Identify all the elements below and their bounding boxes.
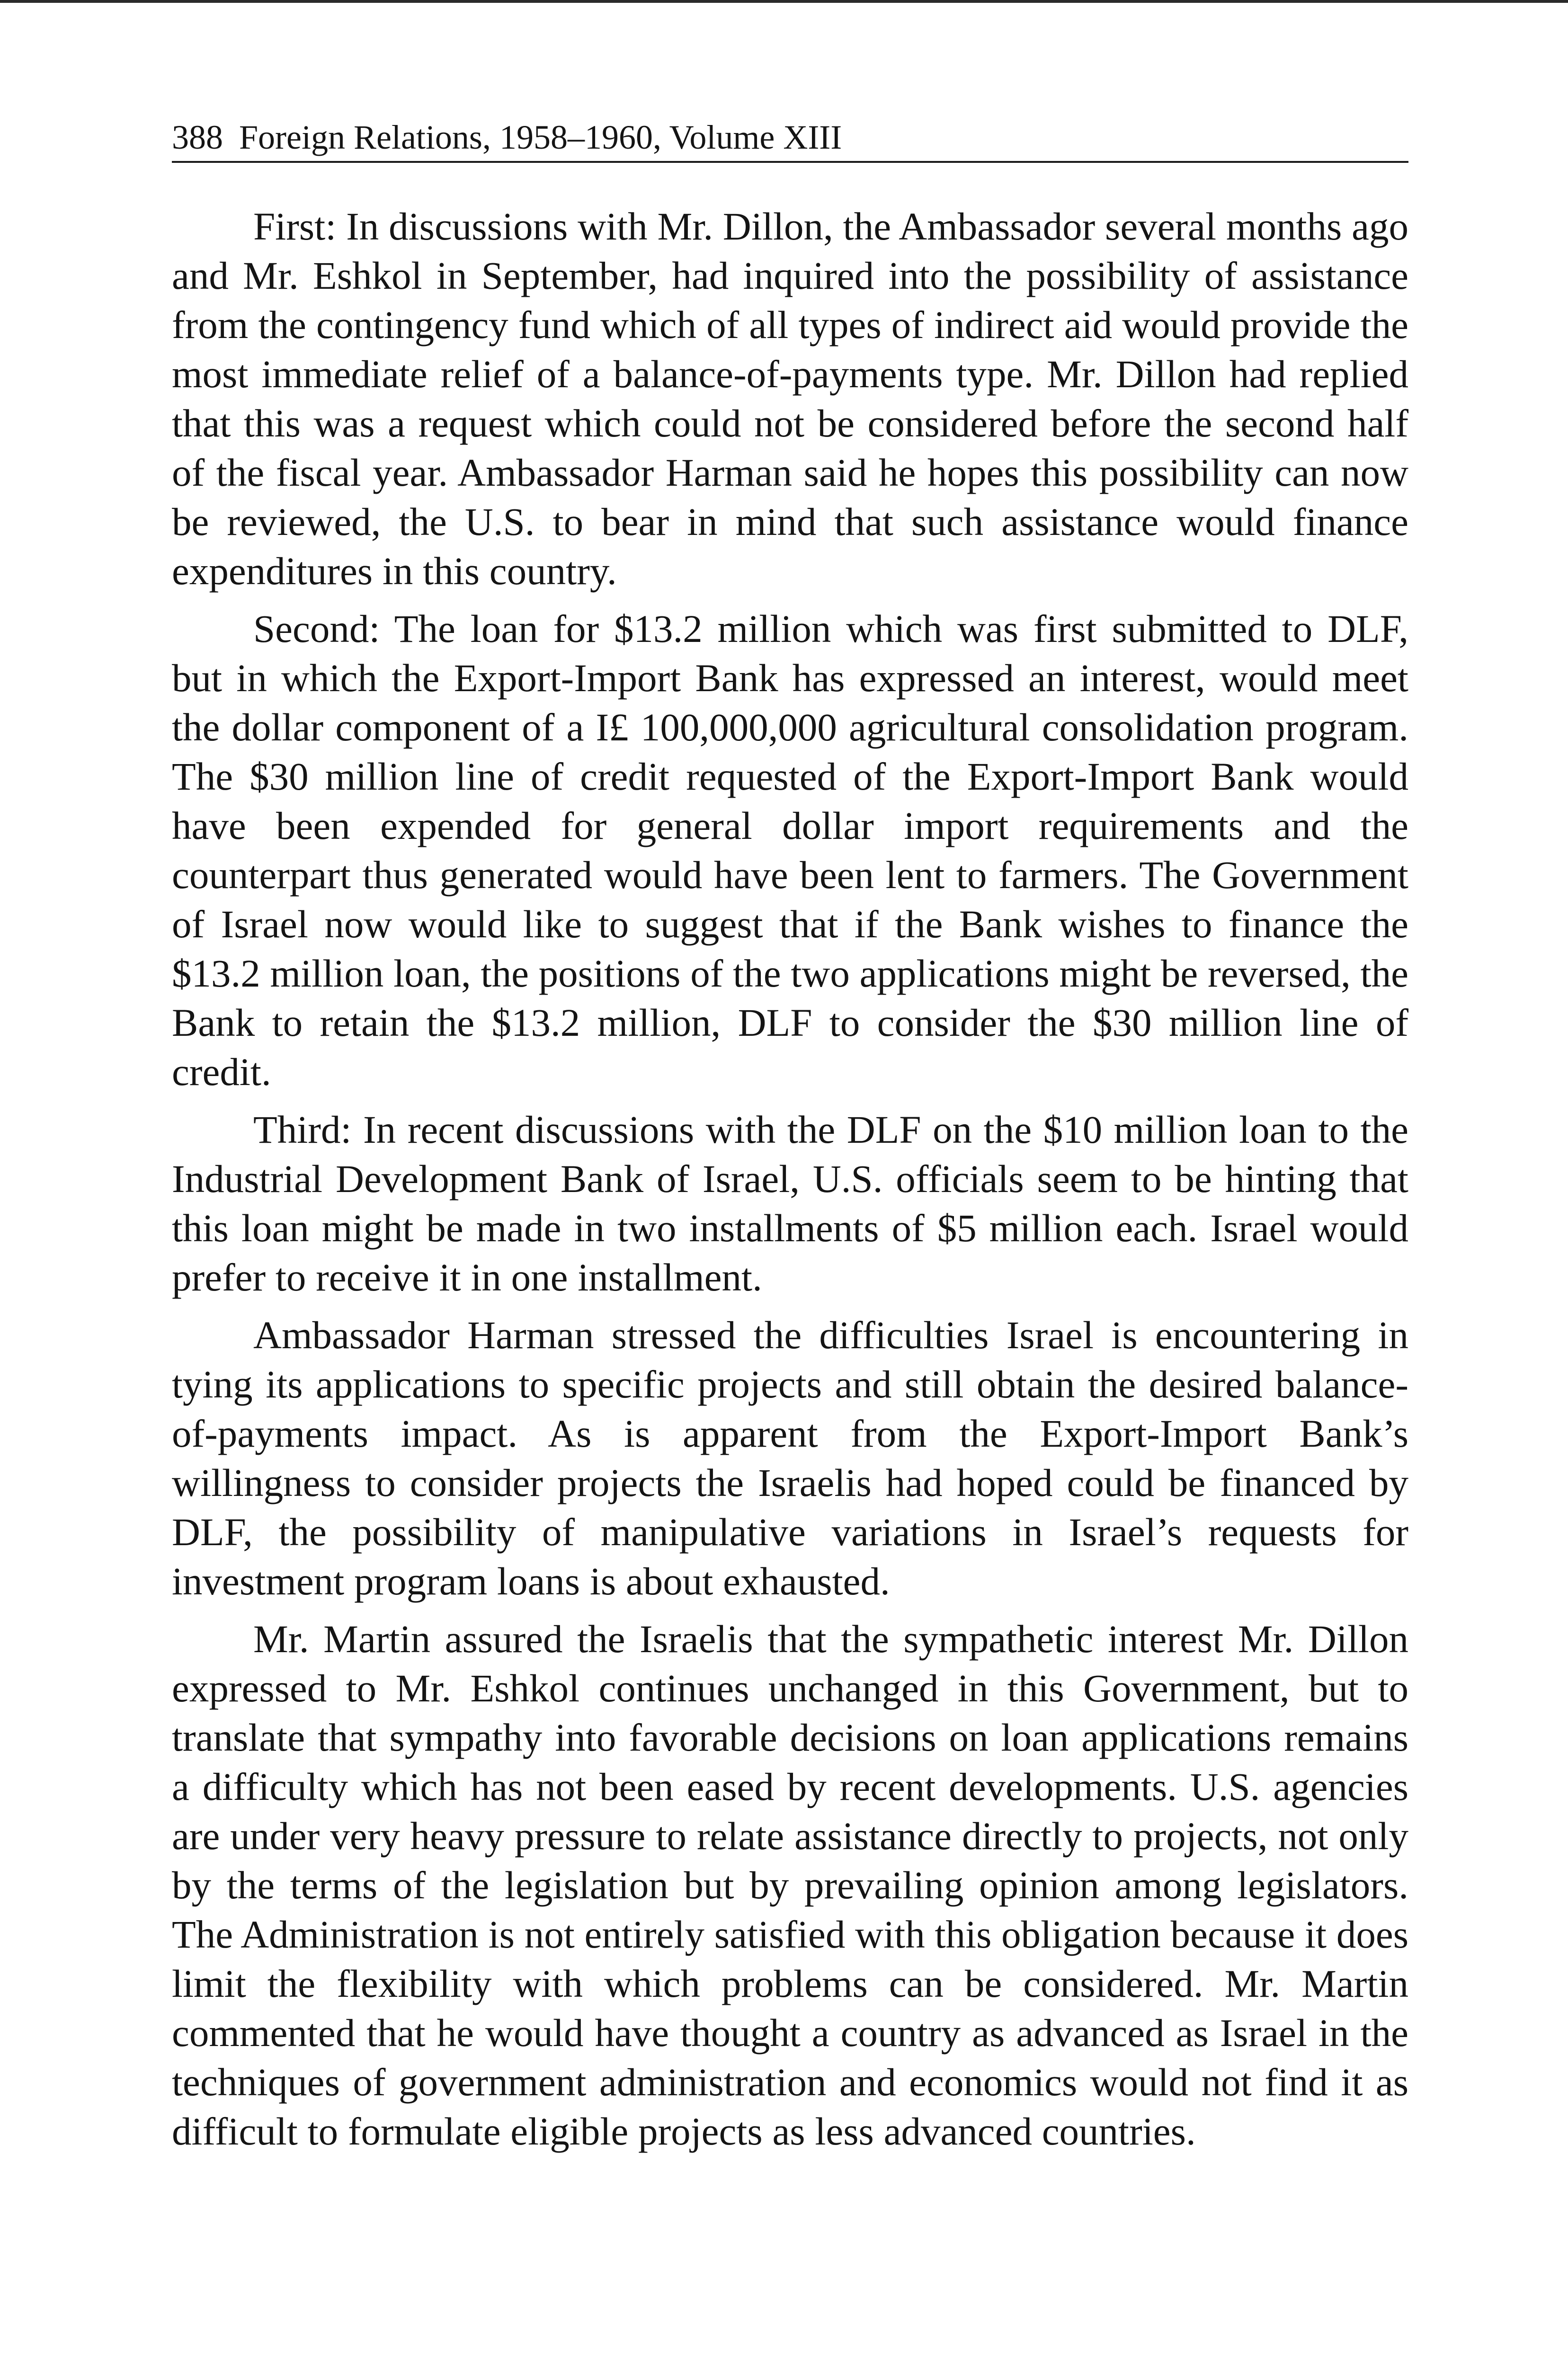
paragraph-first: First: In discussions with Mr. Dillon, the Ambassador several months ago and Mr. Eshkol in September, had inquired into the possibility of assistance from the contingency fund which of all types of indirect aid would provide the most immediate relief of a balance-of-payments type. Mr. Dillon had replied that this was a request which could not be considered before the second half of the fiscal year. Ambassador Harman said he hopes this possibility can now be reviewed, the U.S. to bear in mind that such assistance would finance expenditures in this country. bbox=[172, 205, 1408, 593]
running-header bbox=[172, 114, 1408, 163]
paragraph-third: Third: In recent discussions with the DLF on the $10 million loan to the Industrial Development Bank of Israel, U.S. officials seem to be hinting that this loan might be made in two installments of $5 million each. Israel would prefer to receive it in one installment. bbox=[172, 1108, 1408, 1299]
paragraph-martin: Mr. Martin assured the Israelis that the sympathetic interest Mr. Dillon expressed to Mr. Eshkol continues unchanged in this Government, but to translate that sympathy into favorable decisions on loan applications remains a difficulty which has not been eased by recent developments. U.S. agencies are under very heavy pressure to relate assistance directly to projects, not only by the terms of the legislation but by prevailing opinion among legislators. The Administration is not entirely satisfied with this obligation because it does limit the flexibility with which problems can be considered. Mr. Martin commented that he would have thought a country as advanced as Israel in the techniques of government administration and economics would not find it as difficult to formulate eligible projects as less advanced countries. bbox=[172, 1617, 1408, 2153]
body-text bbox=[172, 202, 1408, 2156]
running-title: Foreign Relations, 1958–1960, Volume XIII bbox=[239, 118, 842, 156]
page-number: 388 bbox=[172, 118, 223, 156]
page-top-edge bbox=[0, 0, 1568, 3]
paragraph-second: Second: The loan for $13.2 million which was first submitted to DLF, but in which the Export-Import Bank has expressed an interest, would meet the dollar component of a I£ 100,000,000 agricultural consolidation program. The $30 million line of credit requested of the Export-Import Bank would have been expended for general dollar import requirements and the counterpart thus generated would have been lent to farmers. The Government of Israel now would like to suggest that if the Bank wishes to finance the $13.2 million loan, the positions of the two applications might be reversed, the Bank to retain the $13.2 million, DLF to consider the $30 million line of credit. bbox=[172, 607, 1408, 1094]
paragraph-harman: Ambassador Harman stressed the difficulties Israel is encountering in tying its applications to specific projects and still obtain the desired balance-of-payments impact. As is apparent from the Export-Import Bank’s willingness to consider projects the Israelis had hoped could be financed by DLF, the possibility of manipulative variations in Israel’s requests for investment program loans is about exhausted. bbox=[172, 1313, 1408, 1603]
document-page bbox=[172, 114, 1408, 2164]
